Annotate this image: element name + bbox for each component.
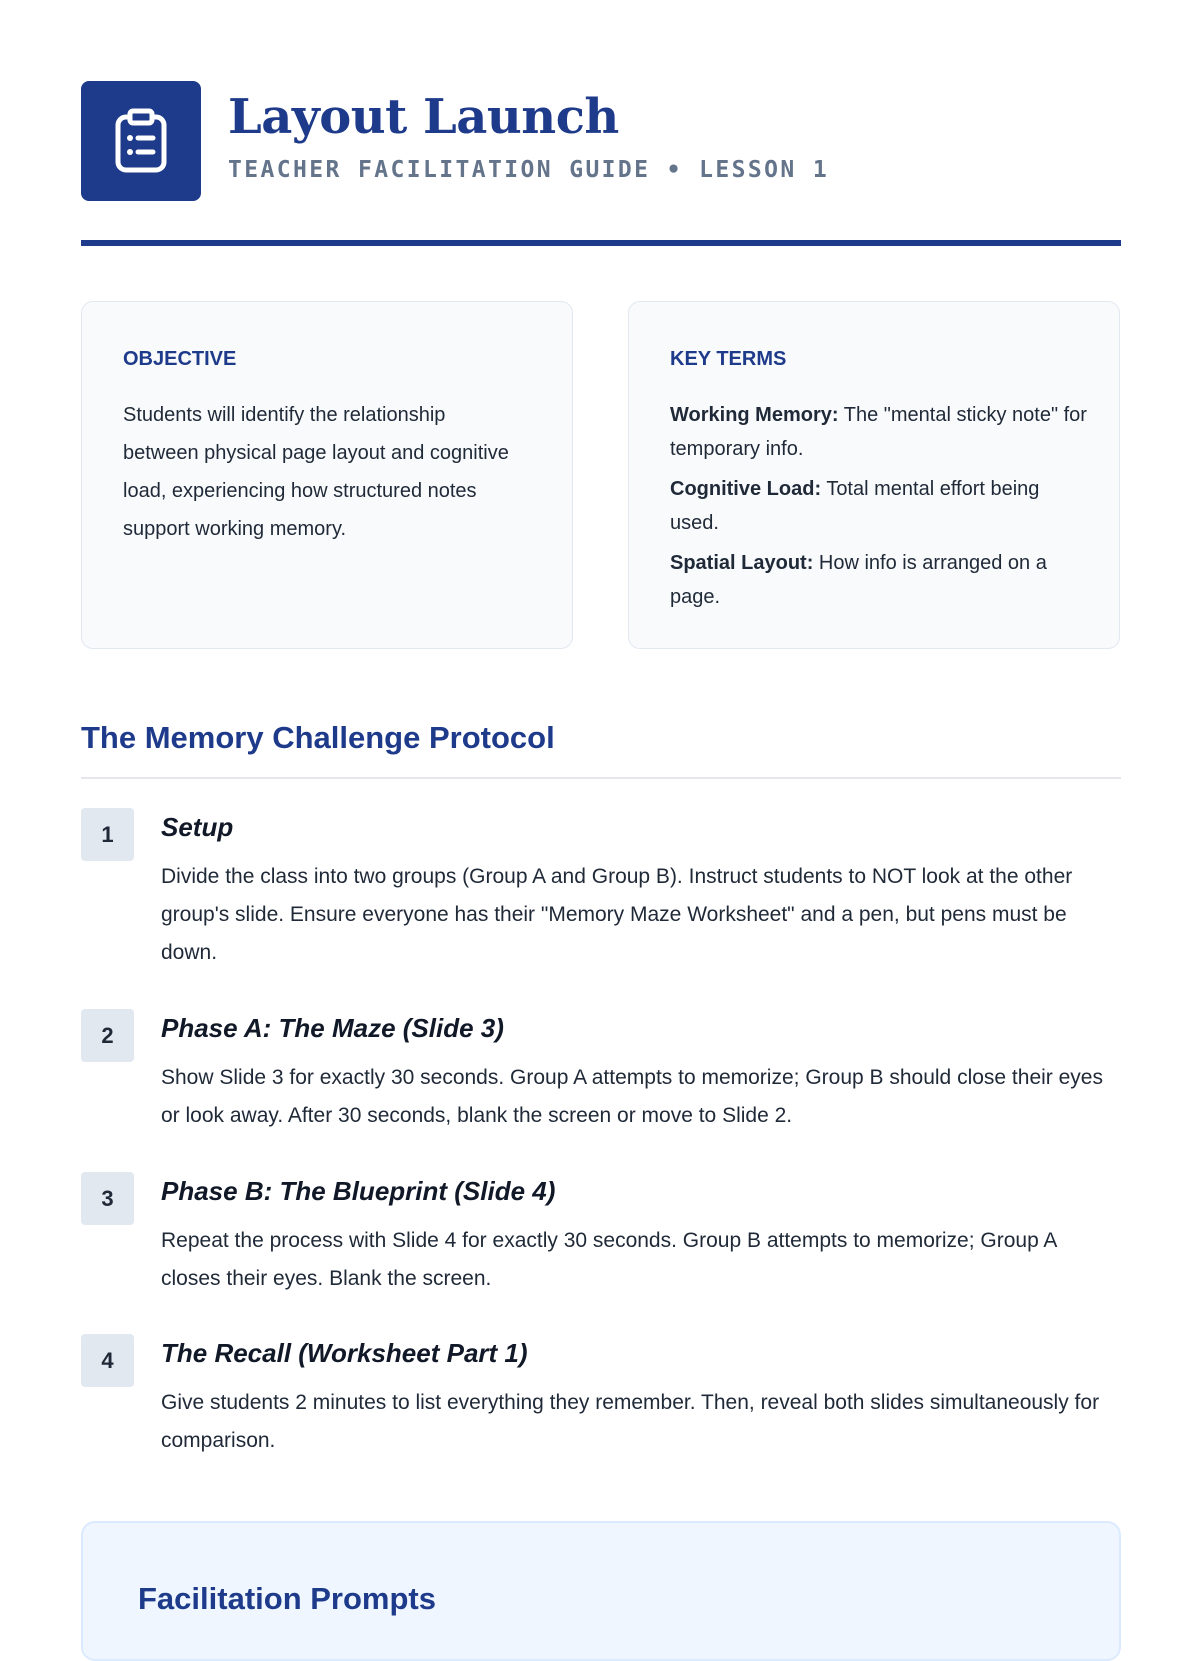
step-title: Setup: [161, 812, 234, 842]
step-text: Repeat the process with Slide 4 for exactly 30 seconds. Group B attempts to memorize; Group A closes their eyes. Blank the screen.: [161, 1229, 1057, 1290]
step-number: 1: [81, 808, 134, 861]
step-number: 4: [81, 1334, 134, 1387]
header-divider: [81, 240, 1121, 246]
step-number: 3: [81, 1172, 134, 1225]
facilitation-prompts-box: [81, 1521, 1121, 1661]
objective-card: [81, 301, 573, 649]
key-term-definition: The "mental sticky note" for temporary info.: [670, 404, 1087, 460]
header: [81, 81, 1121, 201]
key-term-name: Working Memory:: [670, 404, 839, 426]
key-term-item: [670, 398, 1090, 466]
step-title: The Recall (Worksheet Part 1): [161, 1338, 528, 1368]
key-term-name: Cognitive Load:: [670, 478, 822, 500]
facilitation-prompts-title: Facilitation Prompts: [138, 1581, 436, 1616]
step-title: Phase A: The Maze (Slide 3): [161, 1013, 504, 1043]
logo: [81, 81, 201, 201]
step-number: 2: [81, 1009, 134, 1062]
protocol-title: The Memory Challenge Protocol: [81, 720, 555, 755]
page-subtitle: TEACHER FACILITATION GUIDE • LESSON 1: [228, 157, 830, 183]
key-term-item: [670, 472, 1090, 540]
key-term-item: [670, 546, 1090, 614]
section-divider: [81, 777, 1121, 779]
key-term-definition: How info is arranged on a page.: [670, 552, 1047, 608]
key-terms-heading: KEY TERMS: [670, 348, 787, 370]
step-text: Divide the class into two groups (Group A and Group B). Instruct students to NOT look at the other group's slide. Ensure everyone has their "Memory Maze Worksheet" and a pen, but pens must be down.: [161, 865, 1073, 964]
key-terms-card: [628, 301, 1120, 649]
objective-text: Students will identify the relationship between physical page layout and cognitive load, experiencing how structured notes support working memory.: [123, 404, 509, 540]
clipboard-icon: [113, 108, 169, 174]
page-title: Layout Launch: [228, 89, 619, 145]
step-text: Give students 2 minutes to list everything they remember. Then, reveal both slides simultaneously for comparison.: [161, 1391, 1100, 1452]
objective-heading: OBJECTIVE: [123, 348, 237, 370]
step-title: Phase B: The Blueprint (Slide 4): [161, 1176, 556, 1206]
step-text: Show Slide 3 for exactly 30 seconds. Group A attempts to memorize; Group B should close their eyes or look away. After 30 seconds, blank the screen or move to Slide 2.: [161, 1066, 1103, 1127]
key-term-name: Spatial Layout:: [670, 552, 814, 574]
key-term-definition: Total mental effort being used.: [670, 478, 1040, 534]
key-terms-list: [670, 398, 1090, 620]
